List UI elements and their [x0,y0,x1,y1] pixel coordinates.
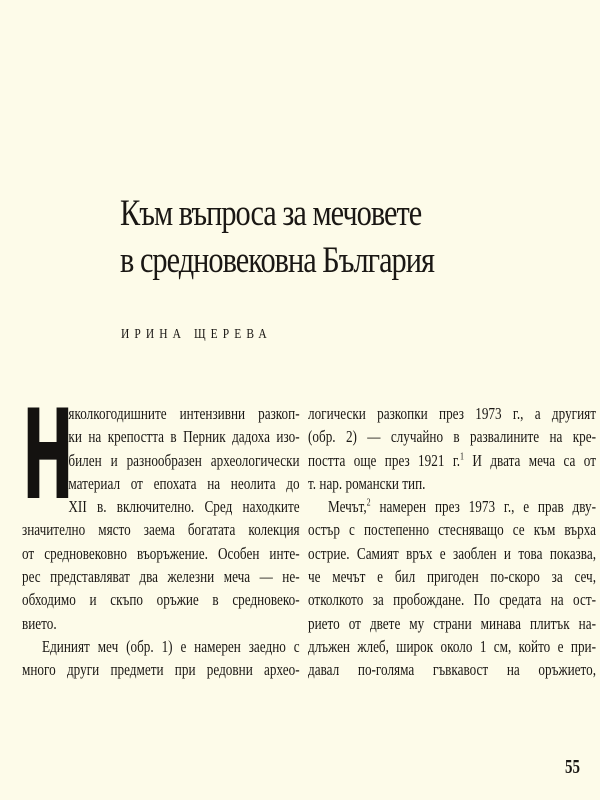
text-line: материал от епохата на неолита до [68,473,300,493]
text-line: вието. [22,613,57,633]
article-author: ИРИНА ЩЕРЕВА [121,326,272,341]
footnote-mark[interactable]: 2 [366,497,371,509]
text-line: логически разкопки през 1973 г., а другият [308,404,596,423]
text-line: че мечът е бил пригоден по-скоро за сеч, [308,567,596,587]
text-line: яколкогодишните интензивни разкоп- [68,404,300,423]
text-line: рес представляват два железни меча — не- [22,567,300,587]
page-number: 55 [565,756,580,778]
article-title [120,190,464,284]
text-line: много други предмети при редовни архео- [22,660,300,680]
text-line: обходимо и скъпо оръжие в средновеко- [22,590,300,610]
text-line: постта още през 1921 г.$^1$ И двата меча са от [308,450,596,470]
text-line: остър с постепенно стесняващо се към върха [308,520,596,540]
text-line: длъжен жлеб, широк около 1 см, който е при- [308,636,596,656]
text-line: билен и разнообразен археологически [68,450,300,470]
text-line: от средновековно въоръжение. Особен инте- [22,543,300,563]
text-line: рието от двете му страни минава плитък на- [308,613,596,633]
footnote-mark[interactable]: 1 [460,451,465,463]
text-line: Единият меч (обр. 1) е намерен заедно с [42,636,300,656]
title-line-1: Към въпроса за мечовете [120,193,422,234]
text-line: Мечът,$^2$ намерен през 1973 г., е прав дву- [328,497,596,517]
text-line: XII в. включително. Сред находките [68,497,300,517]
text-line: ки на крепостта в Перник дадоха изо- [68,427,300,447]
text-line: т. нар. романски тип. [308,473,426,493]
text-line: значително място заема богатата колекция [22,520,300,540]
right-column [308,402,596,682]
drop-cap: Н [22,384,74,528]
title-line-2: в средновековна България [120,240,434,281]
text-line: давал по-голяма гъвкавост на оръжието, [308,660,596,680]
text-line: отколкото за пробождане. По средата на ост- [308,590,596,610]
left-column [22,384,300,682]
text-line: острие. Самият връх е заоблен и това показва, [308,543,596,563]
text-line: (обр. 2) — случайно в развалините на кре- [308,427,596,447]
